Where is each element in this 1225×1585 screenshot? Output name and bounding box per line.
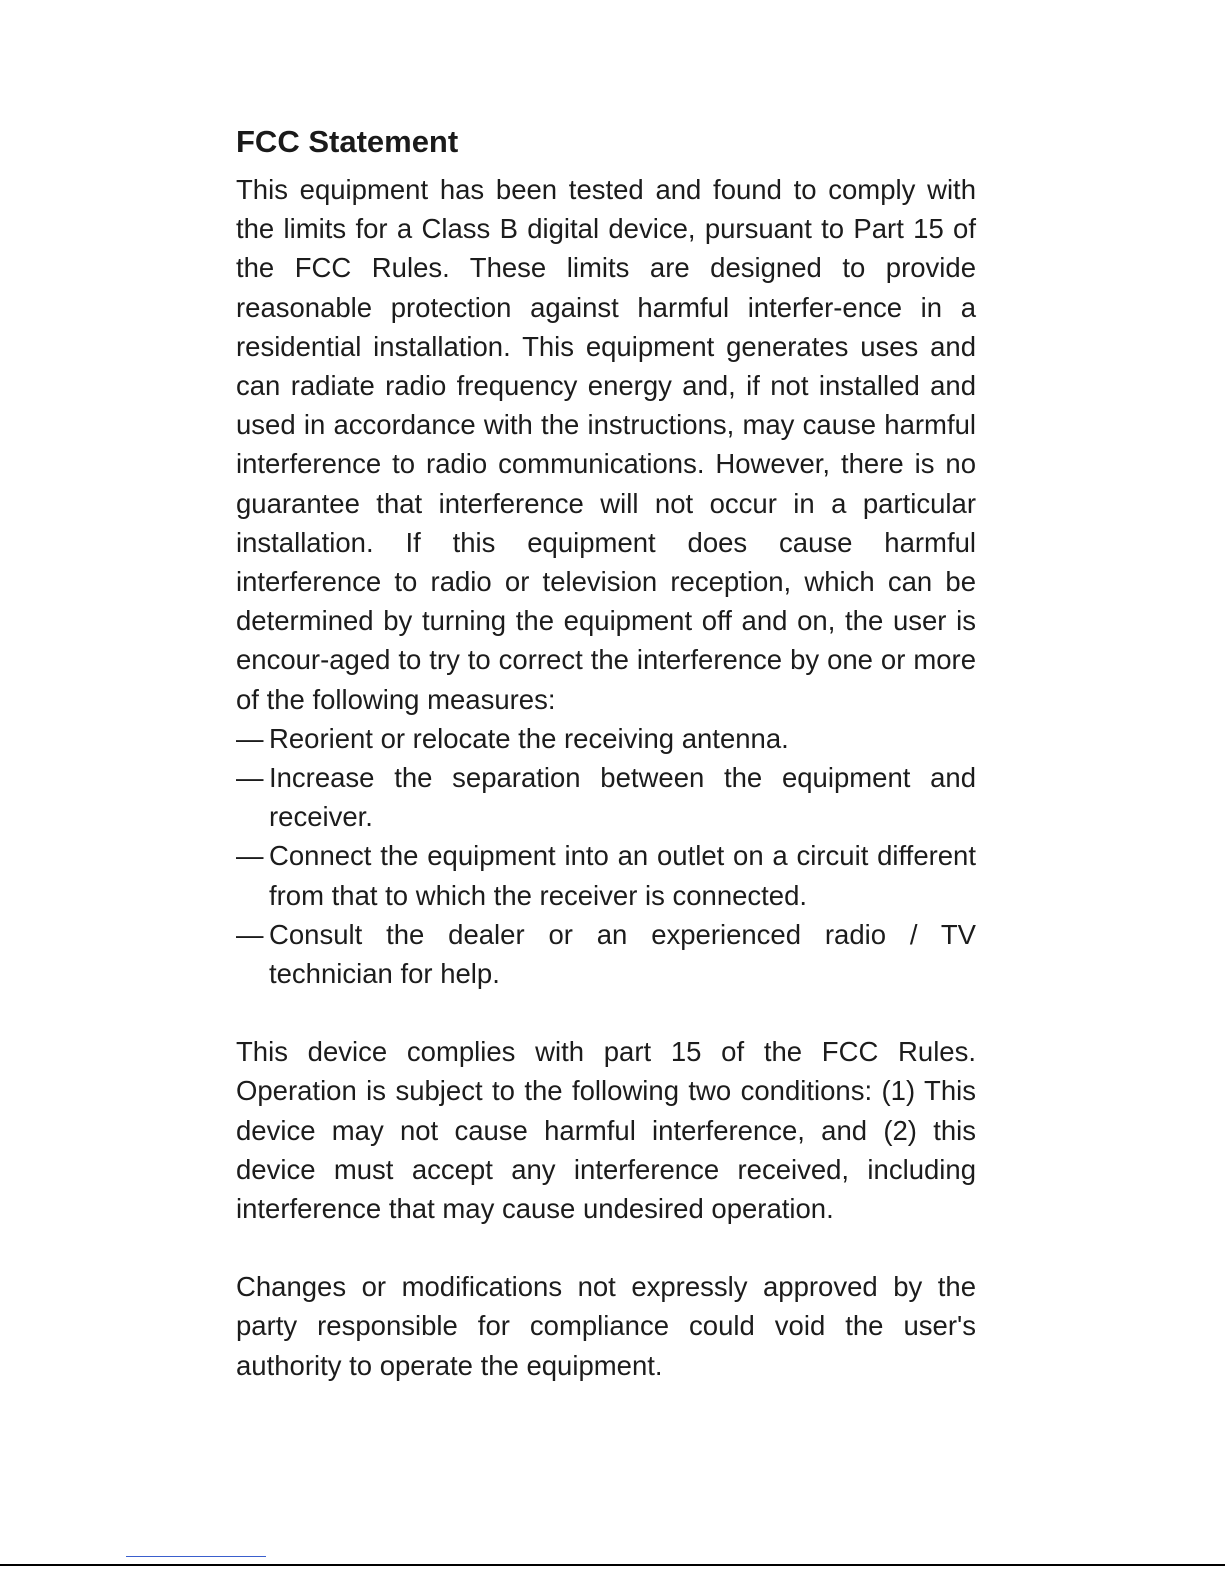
changes-paragraph: Changes or modifications not expressly approved by the party responsible for compliance could void the user's authority to operate the equipment. — [236, 1271, 976, 1381]
dash-marker: — — [236, 918, 264, 950]
page-title: FCC Statement — [236, 124, 459, 159]
dash-marker: — — [236, 762, 264, 794]
compliance-paragraph: This device complies with part 15 of the FCC Rules. Operation is subject to the following two conditions: (1) This device may not cause harmful interference, and (2) this device must accept any interference received, including interference that may cause undesired operation. — [236, 1036, 976, 1225]
measure-text: Reorient or relocate the receiving antenna. — [269, 722, 789, 754]
measure-item-outlet — [236, 836, 976, 914]
footer-rule — [126, 1556, 266, 1557]
document-page — [236, 120, 976, 1385]
intro-paragraph: This equipment has been tested and found to comply with the limits for a Class B digital device, pursuant to Part 15 of the FCC Rules. These limits are designed to provide reasonable protection against harmful interfer-ence in a residential installation. This equipment generates uses and can radiate radio frequency energy and, if not installed and used in accordance with the instructions, may cause harmful interference to radio communications. However, there is no guarantee that interference will not occur in a particular installation. If this equipment does cause harmful interference to radio or television reception, which can be determined by turning the equipment off and on, the user is encour-aged to try to correct the interference by one or more of the following measures: — [236, 174, 976, 715]
measure-text: Consult the dealer or an experienced radio / TV technician for help. — [269, 918, 976, 990]
dash-marker: — — [236, 840, 264, 872]
page-bottom-edge — [0, 1564, 1225, 1566]
measure-text: Increase the separation between the equipment and receiver. — [269, 762, 976, 833]
measure-item-separation — [236, 758, 976, 836]
dash-marker: — — [236, 722, 264, 754]
measure-item-reorient — [236, 719, 976, 758]
measure-text: Connect the equipment into an outlet on a circuit different from that to which the receiver is connected. — [269, 840, 976, 911]
paragraph-spacer — [236, 1228, 976, 1267]
measures-list — [236, 719, 976, 993]
paragraph-spacer — [236, 993, 976, 1032]
measure-item-consult — [236, 915, 976, 993]
